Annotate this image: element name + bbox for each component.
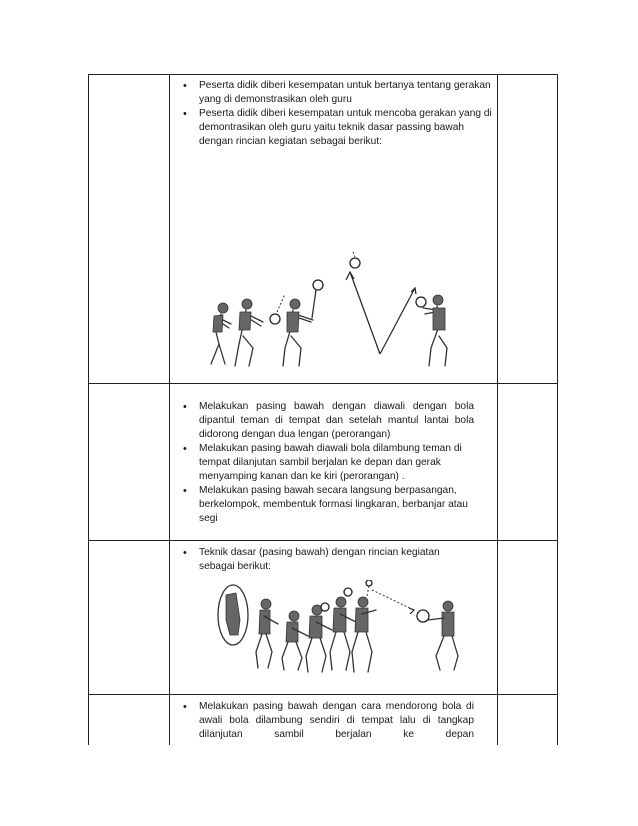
ball-path — [367, 586, 369, 596]
list-item: • Peserta didik diberi kesempatan untuk bertanya tentang gerakan yang di demonstrasikan oleh guru — [182, 79, 500, 107]
player-figure — [428, 601, 458, 670]
player-figure — [235, 299, 263, 366]
ball-icon — [350, 258, 360, 268]
ball-icon — [313, 280, 323, 290]
trajectory-arrow — [380, 288, 415, 354]
list-item: • Teknik dasar (pasing bawah) dengan rincian kegiatan sebagai berikut: — [182, 546, 472, 574]
pass-trajectory — [372, 590, 414, 610]
row-divider-3 — [88, 694, 558, 695]
passing-sequence-illustration — [195, 248, 460, 376]
list-item: • Melakukan pasing bawah dengan cara mendorong bola di awali bola dilambung sendiri di tempat lalu di tangkap dilanjutan sambil berjalan ke depan — [182, 700, 474, 742]
hands-grip-icon — [226, 593, 240, 635]
underhand-pass-illustration — [208, 580, 470, 680]
trajectory-arrow — [350, 272, 380, 354]
column-divider-2 — [497, 74, 498, 745]
ball-trail — [312, 290, 316, 318]
ball-spin-mark — [353, 252, 355, 257]
column-border-left — [88, 74, 89, 745]
column-divider-1 — [169, 74, 170, 745]
ball-icon — [417, 610, 429, 622]
row-2-content — [182, 400, 474, 526]
list-item: • Melakukan pasing bawah diawali bola dilambung teman di tempat dilanjutan sambil berjalan ke depan dan gerak menyamping kanan dan ke kiri (perorangan) . — [182, 442, 474, 484]
row-divider-1 — [88, 383, 558, 384]
ball-path — [277, 294, 285, 312]
list-item: • Melakukan pasing bawah dengan diawali dengan bola dipantul teman di tempat dan setelah mantul lantai bola didorong dengan dua lengan (perorangan) — [182, 400, 474, 442]
row-1-content — [182, 79, 500, 149]
player-figure — [423, 295, 447, 366]
ball-icon — [270, 314, 280, 324]
player-figure — [283, 299, 313, 366]
player-figure — [282, 611, 308, 670]
ball-icon — [344, 588, 352, 596]
ball-icon — [416, 297, 426, 307]
list-item: • Peserta didik diberi kesempatan untuk mencoba gerakan yang di demontrasikan oleh guru yaitu teknik dasar passing bawah dengan rincian kegiatan sebagai berikut: — [182, 107, 500, 149]
player-figure — [211, 303, 231, 364]
player-figure — [352, 597, 376, 672]
row-3-content — [182, 546, 472, 574]
table-border-top — [88, 74, 558, 75]
arrowhead-icon — [409, 608, 414, 614]
ball-icon — [366, 580, 372, 586]
ball-icon — [321, 603, 329, 611]
row-4-content — [182, 700, 474, 742]
list-item: • Melakukan pasing bawah secara langsung berpasangan, berkelompok, membentuk formasi lingkaran, berbanjar atau segi — [182, 484, 474, 526]
player-figure — [256, 599, 278, 668]
row-divider-2 — [88, 540, 558, 541]
player-figure — [306, 605, 332, 672]
column-border-right — [557, 74, 558, 745]
